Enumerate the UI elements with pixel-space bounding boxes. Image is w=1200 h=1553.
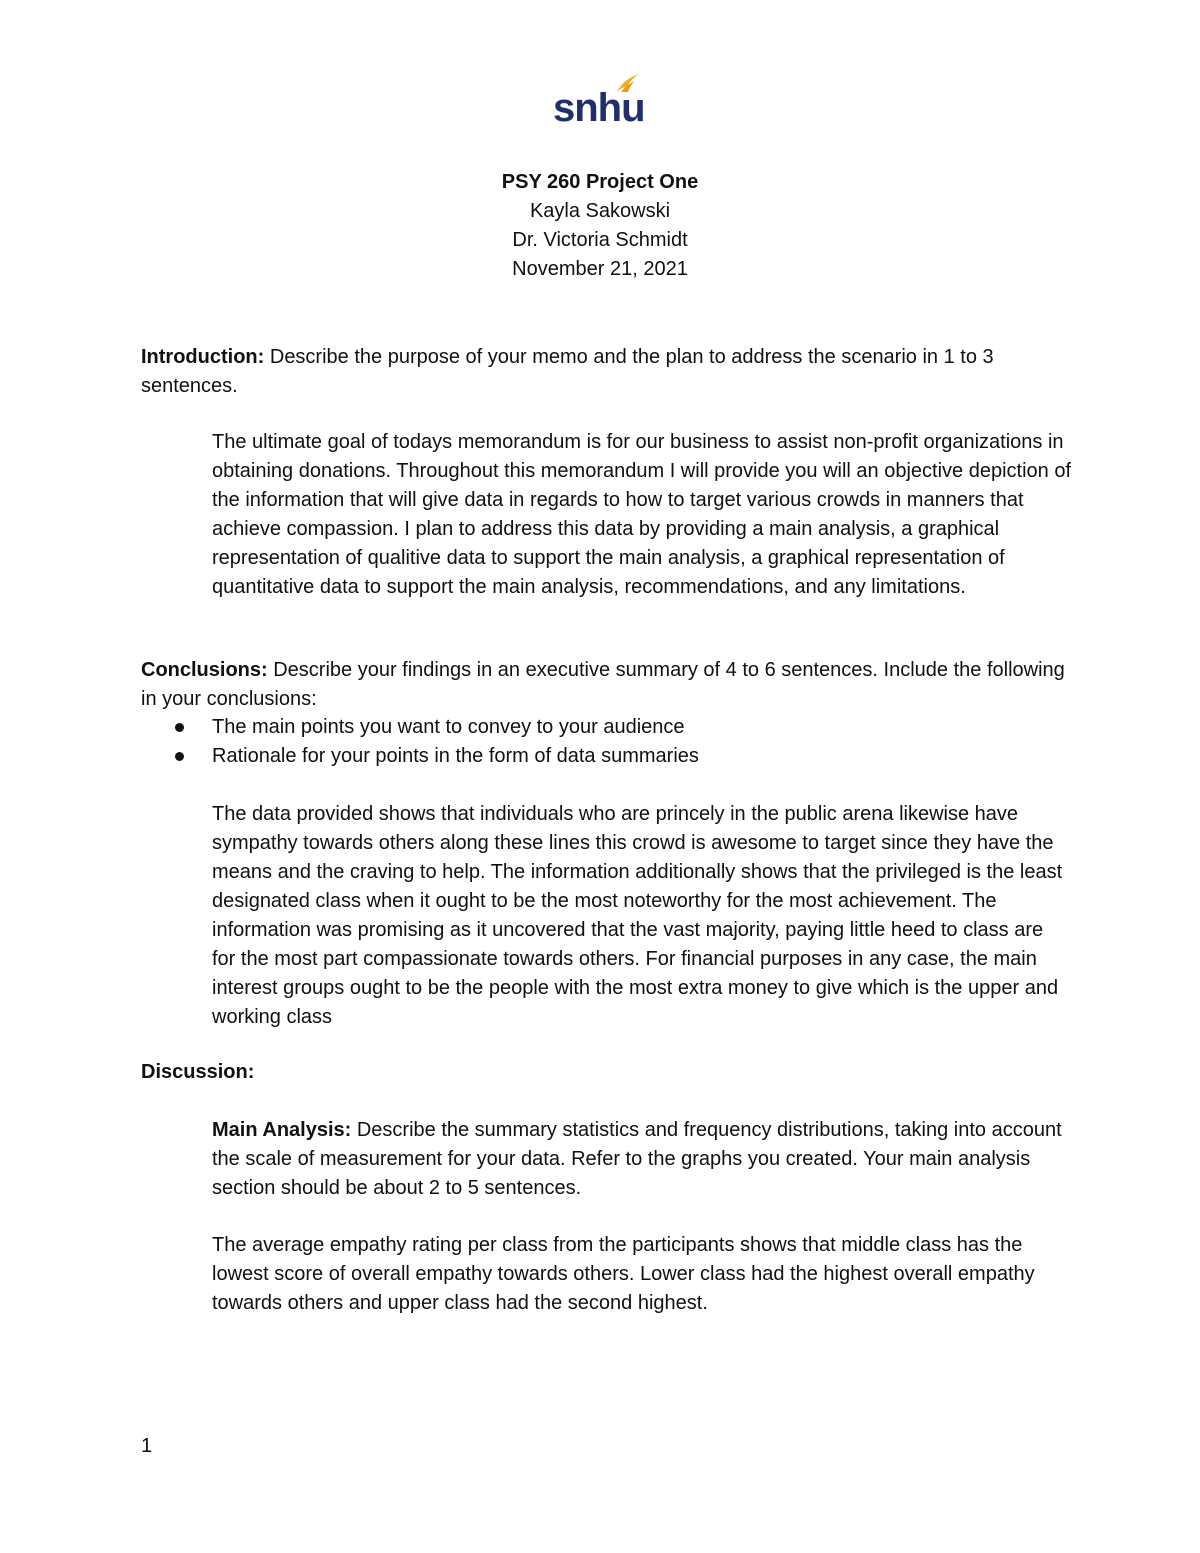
bullet-icon: [175, 723, 184, 732]
bullet-text: Rationale for your points in the form of data summaries: [212, 745, 699, 767]
introduction-prompt: Describe the purpose of your memo and the plan to address the scenario in 1 to 3 sentences.: [141, 346, 994, 397]
introduction-response: [212, 428, 1072, 602]
main-analysis-response-text: The average empathy rating per class from the participants shows that middle class has the lowest score of overall empathy towards others. Lower class had the highest overall empathy towards others and upper class had the second highest.: [212, 1234, 1035, 1314]
conclusions-label: Conclusions:: [141, 659, 268, 681]
logo-wordmark: snhu: [553, 86, 645, 130]
discussion-section: [141, 1058, 1071, 1087]
conclusions-bullet-list: [175, 713, 699, 771]
main-analysis-response: [212, 1231, 1072, 1318]
main-analysis-section: [212, 1116, 1072, 1203]
list-item: [175, 713, 699, 742]
bullet-icon: [175, 752, 184, 761]
main-analysis-prompt: Describe the summary statistics and frequency distributions, taking into account the scale of measurement for your data. Refer to the graphs you created. Your main analysis section should be about 2 to 5 sentences.: [212, 1119, 1062, 1199]
list-item: [175, 742, 699, 771]
page-number: 1: [141, 1435, 153, 1457]
main-analysis-label: Main Analysis:: [212, 1119, 352, 1141]
conclusions-section: [141, 656, 1071, 714]
instructor-name: Dr. Victoria Schmidt: [512, 229, 688, 251]
conclusions-prompt: Describe your findings in an executive summary of 4 to 6 sentences. Include the following in your conclusions:: [141, 659, 1065, 710]
document-date: November 21, 2021: [512, 258, 688, 280]
title-block: [0, 168, 1200, 284]
document-title: PSY 260 Project One: [501, 171, 699, 193]
snhu-logo: [553, 72, 643, 132]
bullet-text: The main points you want to convey to your audience: [212, 716, 685, 738]
introduction-section: [141, 343, 1071, 401]
conclusions-response: [212, 800, 1072, 1032]
conclusions-response-text: The data provided shows that individuals who are princely in the public arena likewise have sympathy towards others along these lines this crowd is awesome to target since they have the means and the craving to help. The information additionally shows that the privileged is the least designated class when it ought to be the most noteworthy for the most achievement. The information was promising as it uncovered that the vast majority, paying little heed to class are for the most part compassionate towards others. For financial purposes in any case, the main interest groups ought to be the people with the most extra money to give which is the upper and working class: [212, 803, 1063, 1028]
introduction-label: Introduction:: [141, 346, 265, 368]
author-name: Kayla Sakowski: [529, 200, 671, 222]
discussion-label: Discussion:: [141, 1061, 255, 1083]
introduction-response-text: The ultimate goal of todays memorandum is for our business to assist non-profit organizations in obtaining donations. Throughout this memorandum I will provide you will an objective depiction of the information that will give data in regards to how to target various crowds in manners that achieve compassion. I plan to address this data by providing a main analysis, a graphical representation of qualitive data to support the main analysis, a graphical representation of quantitative data to support the main analysis, recommendations, and any limitations.: [212, 431, 1072, 598]
